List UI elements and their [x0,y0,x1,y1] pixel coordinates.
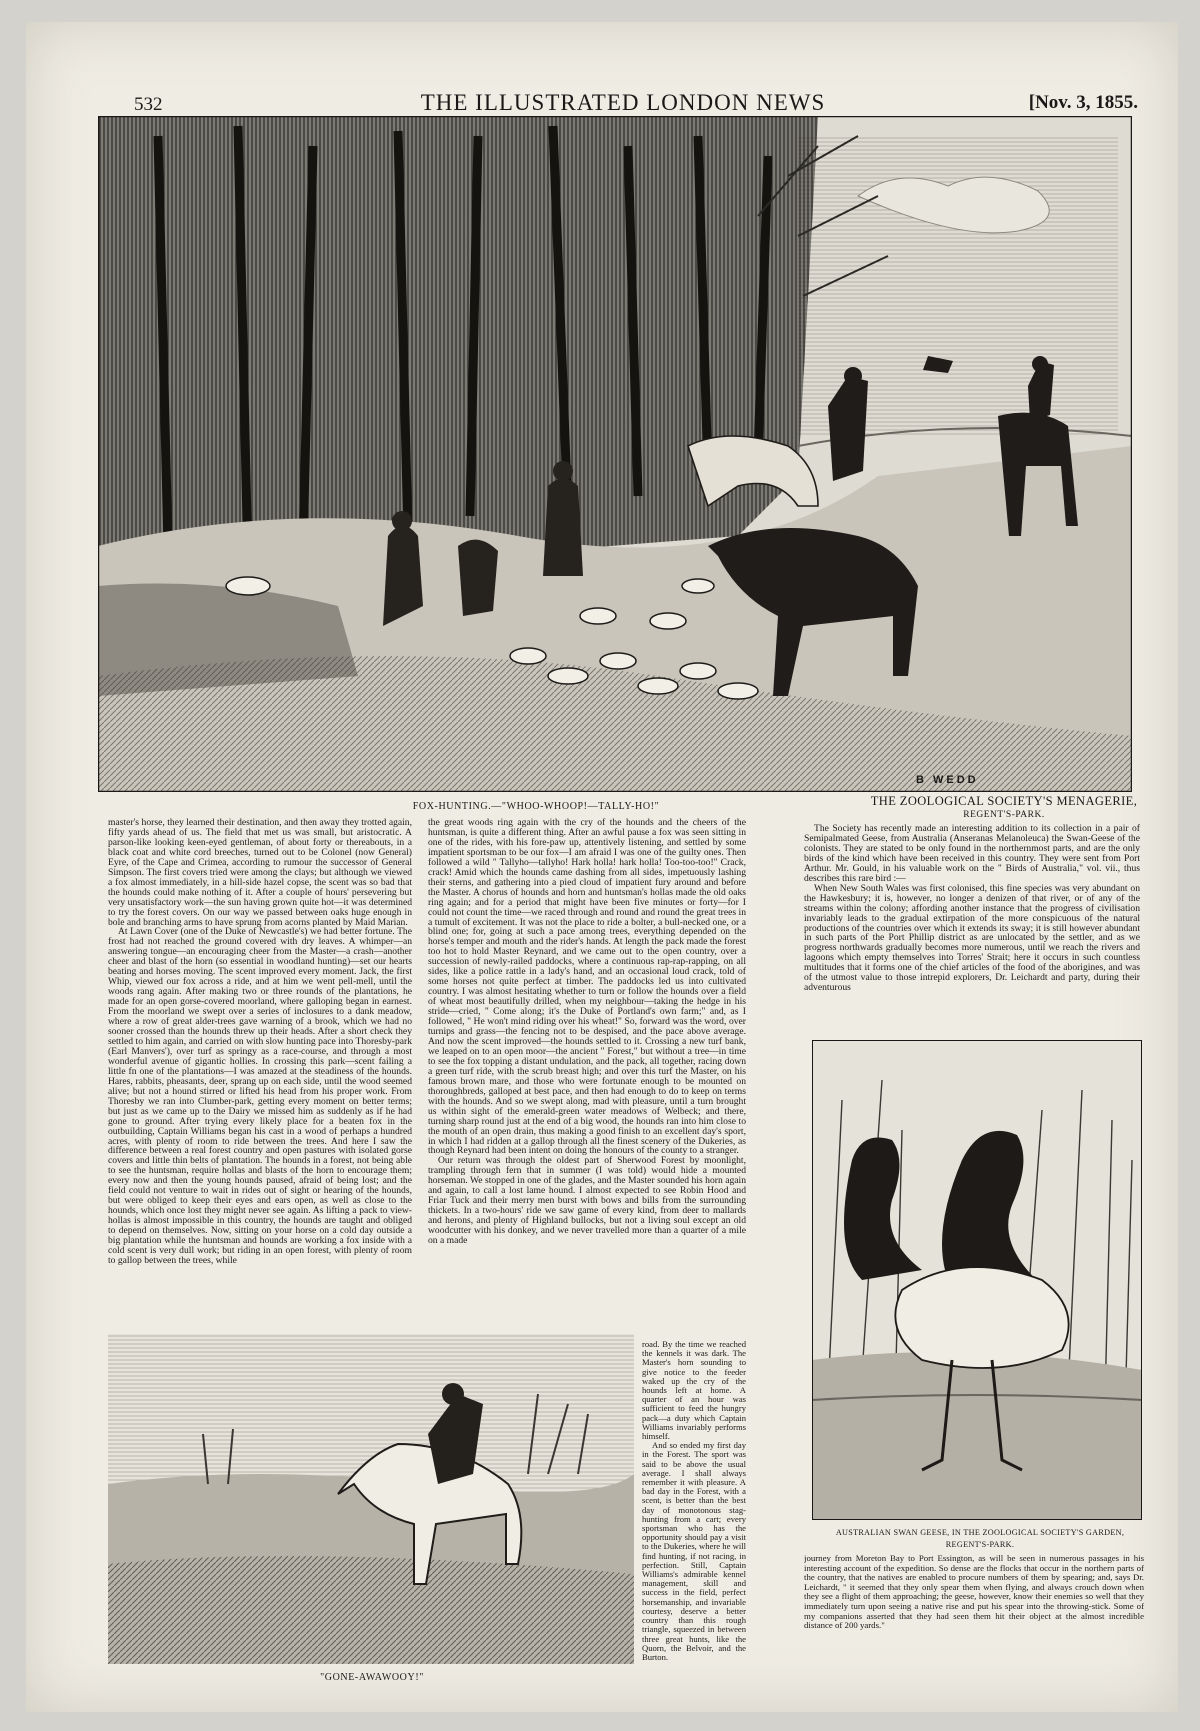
col3-paragraph: The Society has recently made an interesting addition to its collection in a pair of Semipalmated Geese, from Australia (Anseranas Melanoleuca) the Swan-Geese of the colonists. They are stated to be only found in the northernmost parts, and are the only birds of the kind which have been received in this country. They were sent from Port Arthur. Mr. Gould, in his valuable work on the " Birds of Australia," vol. vii., thus describes this rare bird :— [804,824,1140,884]
menagerie-subtitle: REGENT'S-PARK. [963,810,1045,820]
col2-paragraph: Our return was through the oldest part of Sherwood Forest by moonlight, trampling through fern that in summer (I was told) would hide a mounted horseman. We stopped in one of the glades, and the Master sounded his horn again and again, to call a lost lame hound. I almost expected to see Robin Hood and Friar Tuck and their merry men burst with bows and bills from the surrounding thickets. In a two-hours' ride we saw game of every kind, from deer to mallards and herons, and plenty of Highland bullocks, but not a living soul except an old woodcutter with his donkey, and we never travelled more than a quarter of a mile on a made [428,1155,746,1247]
col3-paragraph: When New South Wales was first colonised, this fine species was very abundant on the Hawkesbury; it is, however, no longer a denizen of that river, or of any of the streams within the colony; affording another instance that the progress of civilisation invariably leads to the gradual extirpation of the more conspicuous of the natural productions of the countries over which it extends its sway; it is still however abundant in such parts of the Port Phillip district as are unlocated by the settler, and as we progress northwards gradually becomes more numerous, until we reach the rivers and lagoons which empty themselves into Torres' Strait; here it occurs in such countless multitudes that it forms one of the chief articles of the food of the aborigines, and was of the utmost value to those intrepid explorers, Dr. Leichardt and party, during their adventurous [804,882,1140,994]
col3-bottom-paragraph: journey from Moreton Bay to Port Essington, as will be seen in numerous passages in his interesting account of the expedition. So dense are the flocks that occur in the northern parts of the country, that the natives are enabled to procure numbers of them by spearing; and, says Dr. Leichardt, " it seemed that they only spear them when flying, and always crouch down when they see a flight of them approaching; the geese, however, know their enemies so well that they immediately turn upon seeing a native rise and put his spear into the throwing-stick. Some of my companions asserted that they had seen them hit their object at the almost incredible distance of 200 yards." [804,1554,1144,1631]
fox-hunting-engraving [98,116,1132,792]
geese-caption-line2: REGENT'S-PARK. [945,1540,1015,1549]
geese-caption-line1: AUSTRALIAN SWAN GEESE, IN THE ZOOLOGICAL SOCIETY'S GARDEN, [835,1528,1125,1537]
article-column-1 [108,818,412,1338]
article-column-2-narrow [642,1340,746,1712]
col2-narrow-paragraph: And so ended my first day in the Forest. The sport was said to be above the usual average. I shall always remember it with pleasure. A bad day in the Forest, with a scent, is better than the best day of monotonous stag-hunting from a cart; every sportsman who has the opportunity should pay a visit to the Dukeries, where he will find hunting, if not racing, in perfection. Still, Captain Williams's admirable kennel management, skill and success in the field, perfect horsemanship, and invariable courtesy, deserve a better country than this rough triangle, squeezed in between three great hunts, like the Quorn, the Belvoir, and the Burton. [642,1440,746,1662]
menagerie-title: THE ZOOLOGICAL SOCIETY'S MENAGERIE, [870,794,1138,808]
article-column-3 [804,824,1140,1004]
engraver-signature: B WEDD [916,774,979,786]
newspaper-page [26,22,1178,1712]
hunt-caption: FOX-HUNTING.—"WHOO-WHOOP!—TALLY-HO!" [412,801,660,812]
page-number: 532 [134,94,163,115]
article-column-2 [428,818,746,1338]
issue-date: [Nov. 3, 1855. [1028,92,1138,113]
gone-away-engraving [108,1334,634,1664]
col2-narrow-paragraph: road. By the time we reached the kennels it was dark. The Master's horn sounding to give notice to the feeder waked up the cry of the hounds left at home. A quarter of an hour was sufficient to feed the hungry pack—a duty which Captain Williams invariably performs himself. [642,1340,746,1442]
article-column-3-bottom [804,1554,1144,1682]
masthead: THE ILLUSTRATED LONDON NEWS [420,90,826,115]
page-header [108,86,1138,116]
col1-paragraph: master's horse, they learned their destination, and then away they trotted again, fifty yards ahead of us. The field that met us was small, but aristocratic. A parson-like looking keen-eyed gentleman, of about forty or thereabouts, in a black coat and white cord breeches, turned out to be Colonel (now General) Eyre, of the Cape and Crimea, according to rumour the successor of General Simpson. The first covers tried were among the clays; but although we viewed a fox almost immediately, in a hill-side hazel copse, the scent was so bad that the hounds could make nothing of it. After a couple of hours' persevering but very unsatisfactory work—the sun having grown quite hot—it was determined to try the forest covers. On our way we passed between oaks huge enough in bole and branching arms to have sprung from acorns planted by Maid Marian. [108,818,412,928]
col2-paragraph: the great woods ring again with the cry of the hounds and the cheers of the huntsman, is quite a different thing. After an awful pause a fox was seen sitting in one of the rides, with his fore-paw up, attentively listening, and settled by some impatient sportsman to be our fox—I am afraid I was one of the guilty ones. Then followed a wild " Tallyho—tallyho! Hark holla! hark holla! Too-too-too!" Crack, crack! Amid which the hounds came dashing from all sides, impetuously lashing their sterns, and gathering into a pied cloud of impatient fury around and before the Master. A chorus of hounds and horn and huntsman's hollas made the old oaks ring again; and for a period that might have been five minutes or forty—for I could not count the time—we raced through and round and round the great trees in a tumult of excitement. It was not the place to ride a bolter, a bull-necked one, or a blind one; for, going at such a pace among trees, everything depended on the horse's temper and mouth and the rider's hands. At length the pack made the forest too hot to hold Master Reynard, and we came out to the open country, over a succession of newly-railed paddocks, where a continuous rap-rap-rapping, on all sides, like a police rattle in a lady's hand, and an occasional loud crack, told of some horses not quite perfect at timber. The paddocks led us into cultivated country. I was almost hesitating whether to turn or follow the hounds over a field of wheat most beautifully drilled, when my neighbour—taking the hedge in his stride—cried, " Come along; it's the Duke of Portland's own farm;" and, as I followed, " He won't mind riding over his wheat!" So, forward was the word, over turnips and grass—the fencing not to be despised, and the pace above average. And now the scent improved—the hounds settled to it. Crossing a new turf bank, we leaped on to an open moor—the ancient " Forest," but without a tree—in time to see the fox topping a distant undulation, and the pack, all together, racing down a green turf ride, with the scrub breast high; and over this turf the Master, on his famous brown mare, and those who were fortunate enough to be mounted on thoroughbreds, galloped at best pace, and then had enough to do to keep on terms with the hounds. And so we swept along, mad with pleasure, until a turn brought us within sight of the emerald-green water meadows of Welbeck; and there, turning sharp round just at the end of a big wood, the hounds ran into him close to the mouth of an open drain, thus making a good finish to an excellent day's sport, in which I had ridden at a gallop through all the finest scenery of the Dukeries, as though Reynard had been intent on doing the honours of the county to a stranger. [428,818,746,1157]
rider-caption: "GONE-AWAWOOY!" [320,1672,424,1683]
col1-paragraph: At Lawn Cover (one of the Duke of Newcastle's) we had better fortune. The frost had not reached the ground covered with dry leaves. A whimper—an answering tongue—an encouraging cheer from the Master—a crash—another cheer and blast of the horn (so essential in woodland hunting)—set our hearts beating and horses moving. The scent improved every moment. Jack, the first Whip, viewed our fox across a ride, and at him we went pell-mell, until the woods rang again. After making two or three rounds of the plantations, he made for an open gorse-covered moorland, where galloping began in earnest. From the moorland we swept over a series of inclosures to a dank meadow, where a row of great alder-trees gave warning of a brook, which we had no sooner crossed than the hounds threw up their heads. After a short check they settled to him again, and carried on with slow hunting pace into Thoresby-park (Earl Manvers'), over turf as springy as a race-course, and through a most wonderful avenue of gigantic hollies. In crossing this park—scent failing a little fn one of the plantations—I was amazed at the steadiness of the hounds. Hares, rabbits, pheasants, deer, sprang up on each side, until the wood seemed alive; but not a hound stirred or lifted his head from his proper work. From Thoresby we ran into Clumber-park, getting every moment on better terms; but just as we came up to the Dairy we missed him as suddenly as if he had gone to ground. After trying every likely place for a beaten fox in the outbuilding, Captain Williams began his cast in a wood of perhaps a hundred acres, with plenty of room to ride between the trees. And here I saw the difference between a real forest country and open pastures with isolated gorse covers and little thin belts of plantation. The hounds in a forest, not being able to see the huntsman, require hollas and blasts of the horn to encourage them; every now and then the young hounds paused, afraid of being lost; and the field could not venture to wait in rides out of sight or hearing of the hounds, but were obliged to keep their eyes and ears open, as well as close to the hounds, which once lost they might never see again. As lifting a pack to view-hollas is almost impossible in this country, the hounds are taught and obliged to depend on themselves. Now, sitting on your horse on a cold day outside a big plantation while the huntsman and hounds are working a fox inside with a cold scent is very dull work; but riding in an open forest, with plenty of room to gallop between the trees, while [108,926,412,1266]
swan-geese-engraving [812,1040,1142,1520]
